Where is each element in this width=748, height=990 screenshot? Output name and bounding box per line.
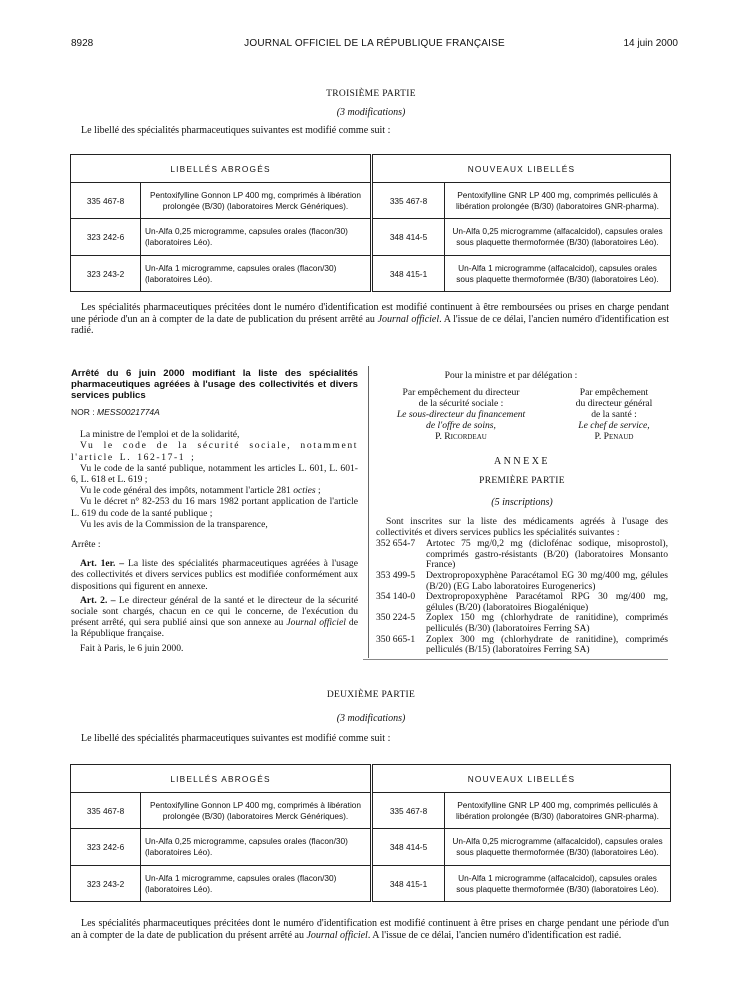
item-text: Zoplex 150 mg (chlorhydrate de ranitidine), comprimés pelliculés (B/30) (laboratoires Ferring SA) <box>426 612 668 634</box>
nor-value: MESS0021774A <box>96 407 160 417</box>
part3-title: TROISIÈME PARTIE <box>326 89 416 99</box>
table-head-nouveaux: NOUVEAUX LIBELLÉS <box>372 765 671 793</box>
article-1-label: Art. 1er. – <box>80 558 125 570</box>
visa-line: Vu le code de la santé publique, notamment les articles L. 601, L. 601-6, L. 618 et L. 619 ; <box>71 462 358 486</box>
new-code: 335 467-8 <box>372 793 445 829</box>
fait-a-paris: Fait à Paris, le 6 juin 2000. <box>80 642 184 654</box>
part2-footer-note <box>71 918 669 941</box>
article-2-text: Le directeur général de la santé et le directeur de la sécurité sociale sont chargés, chacun en ce qui le concerne, de l'exécution du présent arrêté, qui sera publié ainsi que son annexe au <box>71 594 358 629</box>
signature-right <box>546 387 668 442</box>
article-2-label: Art. 2. – <box>80 594 116 606</box>
new-code: 348 415-1 <box>372 866 445 902</box>
item-text: Artotec 75 mg/0,2 mg (diclofénac sodique, misoprostol), comprimés gastro-résistants (B/20) (laboratoires Monsanto France) <box>426 538 668 571</box>
page-number: 8928 <box>71 38 94 49</box>
table-head-abroges: LIBELLÉS ABROGÉS <box>71 765 372 793</box>
new-description: Pentoxifylline GNR LP 400 mg, comprimés pelliculés à libération prolongée (B/30) (laboratoires GNR-pharma). <box>445 793 671 829</box>
visa-cgi-text: Vu le code général des impôts, notamment l'article 281 <box>80 485 294 497</box>
arrete-label: Arrête : <box>71 539 101 551</box>
signature-line: Par empêchement <box>579 387 649 398</box>
list-item <box>376 592 668 613</box>
signature-line: du directeur général <box>575 398 653 409</box>
new-description: Un-Alfa 0,25 microgramme (alfacalcidol), capsules orales sous plaquette thermoformée (B/30) (laboratoires Léo). <box>445 829 671 866</box>
signatures <box>376 387 668 442</box>
annexe-bottom-rule <box>363 659 668 660</box>
signature-line: Le chef de service, <box>578 420 650 431</box>
part2-modifications: (3 modifications) <box>336 713 406 724</box>
modifications-table-top <box>70 154 671 292</box>
table-head-nouveaux: NOUVEAUX LIBELLÉS <box>372 155 671 183</box>
part2-title: DEUXIÈME PARTIE <box>326 690 416 700</box>
list-item <box>376 613 668 634</box>
delegation-intro: Pour la ministre et par délégation : <box>444 370 578 381</box>
arrete-title: Arrêté du 6 juin 2000 modifiant la liste des spécialités pharmaceutiques agréées à l'usage des collectivités et divers services publics <box>71 368 358 401</box>
signatory-name: P. Ricordeau <box>435 431 487 442</box>
old-description: Un-Alfa 0,25 microgramme, capsules orales (flacon/30) (laboratoires Léo). <box>141 219 372 256</box>
old-description: Pentoxifylline Gonnon LP 400 mg, comprimés à libération prolongée (B/30) (laboratoires Merck Génériques). <box>141 183 372 219</box>
column-divider <box>368 366 369 658</box>
journal-title: JOURNAL OFFICIEL DE LA RÉPUBLIQUE FRANÇAISE <box>244 38 505 49</box>
part1-inscriptions: (5 inscriptions) <box>491 497 553 508</box>
table-row <box>71 866 671 902</box>
annexe-title: ANNEXE <box>493 456 551 467</box>
part3-footer-note <box>71 302 669 337</box>
visa-cgi-end: ; <box>315 485 321 497</box>
old-code: 323 242-6 <box>71 219 141 256</box>
signature-line: de la santé : <box>591 409 637 420</box>
old-code: 323 243-2 <box>71 866 141 902</box>
item-code: 350 224-5 <box>376 612 416 624</box>
item-code: 352 654-7 <box>376 538 416 550</box>
item-text: Dextropropoxyphène Paracétamol RPG 30 mg/400 mg, gélules (B/20) (laboratoires Biogalénique) <box>426 591 668 613</box>
table-row <box>71 829 671 866</box>
signature-line: Le sous-directeur du financement <box>396 409 526 420</box>
list-item <box>376 635 668 656</box>
journal-officiel-ref: Journal officiel <box>306 929 368 941</box>
item-text: Zoplex 300 mg (chlorhydrate de ranitidine), comprimés pelliculés (B/15) (laboratoires Ferring SA) <box>426 633 668 656</box>
item-code: 350 665-1 <box>376 633 416 645</box>
visa-line: Vu les avis de la Commission de la transparence, <box>80 518 268 530</box>
new-code: 348 415-1 <box>372 256 445 292</box>
annexe-column <box>376 370 668 656</box>
new-description: Pentoxifylline GNR LP 400 mg, comprimés pelliculés à libération prolongée (B/30) (laboratoires GNR-pharma). <box>445 183 671 219</box>
part3-modifications: (3 modifications) <box>336 107 406 118</box>
part1-title: PREMIÈRE PARTIE <box>479 476 565 486</box>
signature-line: Par empêchement du directeur <box>402 387 520 398</box>
table-row <box>71 219 671 256</box>
signatory-name: P. Penaud <box>594 431 634 442</box>
new-code: 335 467-8 <box>372 183 445 219</box>
new-code: 348 414-5 <box>372 219 445 256</box>
nor-reference <box>71 407 358 418</box>
new-description: Un-Alfa 0,25 microgramme (alfacalcidol), capsules orales sous plaquette thermoformée (B/30) (laboratoires Léo). <box>445 219 671 256</box>
nor-label: NOR : <box>71 407 97 417</box>
journal-officiel-ref: Journal officiel <box>286 617 346 629</box>
signature-left <box>376 387 546 442</box>
article-2-text-end: de la République française. <box>71 617 358 640</box>
article-1-text: La liste des spécialités pharmaceutiques agréées à l'usage des collectivités et divers services publics est modifiée conformément aux dispositions qui figurent en annexe. <box>71 558 358 592</box>
modifications-table-bottom <box>70 764 671 902</box>
article-2 <box>71 595 358 640</box>
old-code: 335 467-8 <box>71 793 141 829</box>
item-code: 353 499-5 <box>376 569 416 581</box>
visa-line: La ministre de l'emploi et de la solidarité, <box>80 429 240 441</box>
old-code: 323 242-6 <box>71 829 141 866</box>
table-row <box>71 183 671 219</box>
visa-cgi <box>71 485 358 496</box>
footer-text-end: . A l'issue de ce délai, l'ancien numéro d'identification est radié. <box>367 929 622 941</box>
part2-intro: Le libellé des spécialités pharmaceutiques suivantes est modifié comme suit : <box>81 733 391 744</box>
footer-text-end: . A l'issue de ce délai, l'ancien numéro d'identification est radié. <box>71 313 669 336</box>
signature-line: de la sécurité sociale : <box>418 398 504 409</box>
part3-intro: Le libellé des spécialités pharmaceutiques suivantes est modifié comme suit : <box>81 125 391 136</box>
new-code: 348 414-5 <box>372 829 445 866</box>
visa-cgi-octies: octies <box>293 485 316 497</box>
visa-line: Vu le code de la sécurité sociale, notamment l'article L. 162-17-1 ; <box>71 440 358 463</box>
list-item <box>376 571 668 592</box>
page-header <box>71 38 678 54</box>
journal-officiel-ref: Journal officiel <box>377 313 440 325</box>
footer-text: Les spécialités pharmaceutiques précitées dont le numéro d'identification est modifié continuent à être prises en charge pendant une période d'un an à compter de la date de publication du présent arrêté au <box>71 918 669 941</box>
article-1 <box>71 558 358 592</box>
old-description: Pentoxifylline Gonnon LP 400 mg, comprimés à libération prolongée (B/30) (laboratoires Merck Génériques). <box>141 793 372 829</box>
old-description: Un-Alfa 1 microgramme, capsules orales (flacon/30) (laboratoires Léo). <box>141 866 372 902</box>
table-row <box>71 256 671 292</box>
visa-line: Vu le décret n° 82-253 du 16 mars 1982 portant application de l'article L. 619 du code de la santé publique ; <box>71 496 358 519</box>
list-item <box>376 539 668 571</box>
arrete-column <box>71 368 358 654</box>
new-description: Un-Alfa 1 microgramme (alfacalcidol), capsules orales sous plaquette thermoformée (B/30) (laboratoires Léo). <box>445 866 671 902</box>
inscription-list <box>376 539 668 656</box>
old-description: Un-Alfa 1 microgramme, capsules orales (flacon/30) (laboratoires Léo). <box>141 256 372 292</box>
old-description: Un-Alfa 0,25 microgramme, capsules orales (flacon/30) (laboratoires Léo). <box>141 829 372 866</box>
new-description: Un-Alfa 1 microgramme (alfacalcidol), capsules orales sous plaquette thermoformée (B/30) (laboratoires Léo). <box>445 256 671 292</box>
item-text: Dextropropoxyphène Paracétamol EG 30 mg/400 mg, gélules (B/20) (EG Labo laboratoires Eurogenerics) <box>426 569 668 592</box>
footer-text: Les spécialités pharmaceutiques précitées dont le numéro d'identification est modifié continuent à être remboursées ou prises en charge pendant une période d'un an à compter de la date de publication du présent arrêté au <box>71 302 669 325</box>
old-code: 335 467-8 <box>71 183 141 219</box>
old-code: 323 243-2 <box>71 256 141 292</box>
issue-date: 14 juin 2000 <box>623 38 678 49</box>
annexe-intro: Sont inscrites sur la liste des médicaments agréés à l'usage des collectivités et divers services publics les spécialités suivantes : <box>376 516 668 538</box>
signature-line: de l'offre de soins, <box>426 420 496 431</box>
table-head-abroges: LIBELLÉS ABROGÉS <box>71 155 372 183</box>
item-code: 354 140-0 <box>376 591 416 603</box>
table-row <box>71 793 671 829</box>
